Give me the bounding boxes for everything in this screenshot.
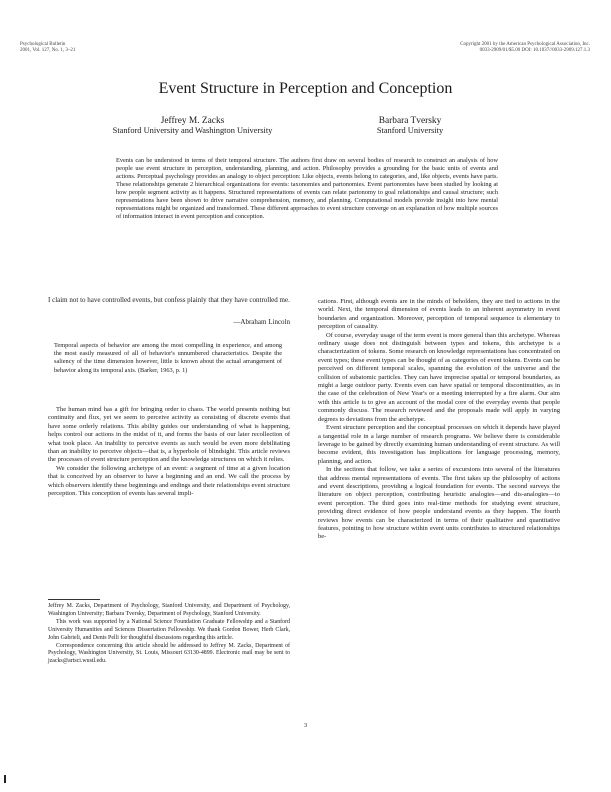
epigraph-quote: I claim not to have controlled events, but confess plainly that they have controlled me. bbox=[48, 296, 290, 304]
copyright-line: Copyright 2001 by the American Psychological Association, Inc. bbox=[460, 42, 590, 47]
journal-name: Psychological Bulletin bbox=[20, 42, 66, 47]
author-name: Barbara Tversky bbox=[378, 116, 442, 126]
page-number: 3 bbox=[303, 722, 308, 729]
body-paragraph: Of course, everyday usage of the term event is more general than this archetype. Whereas ordinary usage does not distinguish between types and tokens, this archetype is a characterization of tokens. Some research on knowledge representations has concentrated on event types; these event types can be thought of as categories of event tokens. Events can be perceived on different temporal scales, spanning the evolution of the universe and the collision of subatomic particles. They can have imprecise spatial or temporal boundaries, as might a large outdoor party. Events even can have spatial or temporal discontinuities, as in the case of the celebration of New Year's or a meeting interrupted by a fire alarm. Our aim with this article is to give an account of the modal core of the everyday events that people commonly discuss. The research reviewed and the proposals made will apply in varying degrees to deviations from the archetype. bbox=[318, 331, 560, 423]
body-paragraph: We consider the following archetype of an event: a segment of time at a given location that is conceived by an observer to have a beginning and an end. We call the process by which observers identify these beginnings and endings and their relationships event structure perception. This conception of events has several impli- bbox=[48, 464, 290, 498]
author-tversky bbox=[350, 116, 470, 136]
epigraph-attribution: —Abraham Lincoln bbox=[233, 318, 290, 326]
author-affiliation: Stanford University bbox=[376, 126, 444, 135]
left-column-body bbox=[48, 406, 290, 498]
scan-mark bbox=[4, 775, 6, 783]
author-name: Jeffrey M. Zacks bbox=[160, 116, 225, 126]
right-column-body bbox=[318, 298, 560, 542]
journal-citation bbox=[20, 42, 75, 54]
doi-line: 0033-2909/01/$5.00 DOI: 10.1037//0033-2909.127.1.3 bbox=[479, 48, 590, 53]
article-title: Event Structure in Perception and Conception bbox=[158, 80, 453, 97]
body-paragraph: The human mind has a gift for bringing order to chaos. The world presents nothing but continuity and flux, yet we seem to perceive activity as consisting of discrete events that have some orderly relations. This ability guides our understanding of what is happening, helps control our actions in the midst of it, and forms the basis of our later recollection of what took place. An inability to perceive events as such would be even more debilitating than an inability to perceive objects—that is, a hyperbole of blindsight. This article reviews the processes of event structure perception and the knowledge structures on which it relies. bbox=[48, 406, 290, 464]
copyright-notice bbox=[460, 42, 590, 54]
author-zacks bbox=[85, 116, 300, 136]
body-paragraph: Event structure perception and the conceptual processes on which it depends have played a tangential role in a large number of research programs. We believe there is considerable leverage to be gained by directly examining human understanding of event structure. As will become evident, this investigation has implications for language processing, memory, planning, and action. bbox=[318, 424, 560, 465]
body-paragraph: cations. First, although events are in the minds of beholders, they are tied to actions in the world. Next, the temporal dimension of events leads to an inherent asymmetry in event boundaries and organization. Moreover, perception of temporal sequence is elementary to perception of causality. bbox=[318, 298, 560, 331]
block-quote: Temporal aspects of behavior are among the most compelling in experience, and among the most easily measured of all of behavior's unnumbered characteristics. Despite the saliency of the time dimension however, little is known about the actual arrangement of behavior along its temporal axis. (Barker, 1963, p. 1) bbox=[54, 342, 282, 374]
journal-volume: 2001, Vol. 127, No. 1, 3–21 bbox=[20, 48, 76, 53]
footnote-divider bbox=[48, 599, 100, 600]
footnote: Correspondence concerning this article should be addressed to Jeffrey M. Zacks, Department of Psychology, Washington University, St. Louis, Missouri 63130-4899. Electronic mail may be sent to jzacks@artsci.wustl.edu. bbox=[48, 642, 290, 665]
footnote: This work was supported by a National Science Foundation Graduate Fellowship and a Stanford University Humanities and Sciences Dissertation Fellowship. We thank Gordon Bower, Herb Clark, John Gabrieli, and Denis Pelli for thoughtful discussions regarding this article. bbox=[48, 618, 290, 641]
abstract: Events can be understood in terms of their temporal structure. The authors first draw on several bodies of research to construct an analysis of how people use event structure in perception, understanding, planning, and action. Philosophy provides a grounding for the basic units of events and actions. Perceptual psychology provides an analogy to object perception: Like objects, events belong to categories, and, like objects, events have parts. These relationships generate 2 hierarchical organizations for events: taxonomies and partonomies. Event partonomies have been studied by looking at how people segment activity as it happens. Structured representations of events can relate partonomy to goal relationships and causal structure; such representations have been shown to drive narrative comprehension, memory, and planning. Computational models provide insight into how mental representations might be organized and transformed. These different approaches to event structure converge on an explanation of how multiple sources of information interact in event perception and conception. bbox=[116, 157, 498, 221]
footnote: Jeffrey M. Zacks, Department of Psychology, Stanford University, and Department of Psychology, Washington University; Barbara Tversky, Department of Psychology, Stanford University. bbox=[48, 603, 290, 617]
author-affiliation: Stanford University and Washington University bbox=[112, 126, 273, 135]
body-paragraph: In the sections that follow, we take a series of excursions into several of the literatures that address mental representations of events. The first takes up the philosophy of actions and event descriptions, providing a logical foundation for events. The second surveys the literature on object perception, contributing heuristic analogies—and dis-analogies—to event perception. The third goes into real-time methods for studying event structure, providing direct evidence of how people understand events as they happen. The fourth reviews how events can be characterized in terms of their qualitative and quantitative features, pointing to how structure within event units contributes to structured relationships be- bbox=[318, 466, 560, 541]
author-note bbox=[48, 603, 290, 666]
